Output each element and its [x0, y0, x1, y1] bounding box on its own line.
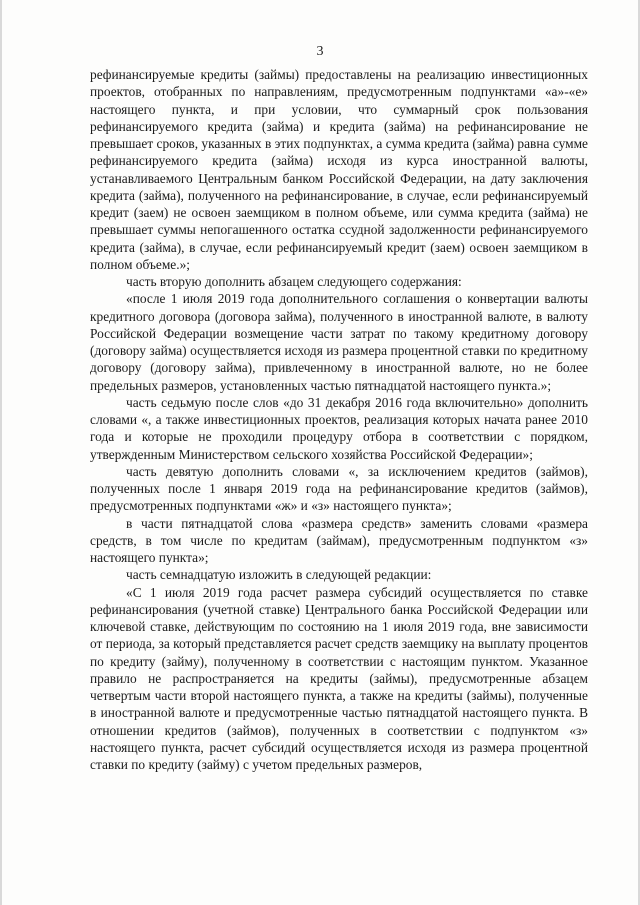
page-number: 3 — [316, 44, 324, 59]
paragraph: часть семнадцатую изложить в следующей редакции: — [126, 567, 432, 583]
paragraph: «С 1 июля 2019 года расчет размера субсидий осуществляется по ставке рефинансирования (учетной ставке) Центрального банка Российской Федерации или ключевой ставке, действующим по состоянию на 1 июля 2019 года, вне зависимости от периода, за который представляется расчет средств заемщику на выплату процентов по кредиту (займу), полученному в соответствии с настоящим пунктом. Указанное правило не распространяется на кредиты (займы), предусмотренные абзацем четвертым части второй настоящего пункта, а также на кредиты (займы), полученные в иностранной валюте и предусмотренные частью пятнадцатой настоящего пункта. В отношении кредитов (займов), полученных в соответствии с подпунктом «з» настоящего пункта, расчет субсидий осуществляется исходя из размера процентной ставки по кредиту (займу) с учетом предельных размеров, — [90, 584, 588, 772]
paragraph: часть седьмую после слов «до 31 декабря 2016 года включительно» дополнить словами «, а также инвестиционных проектов, реализация которых начата ранее 2010 года и которые не проходили процедуру отбора в соответствии с порядком, утвержденным Министерством сельского хозяйства Российской Федерации»; — [90, 394, 588, 462]
paragraph: «после 1 июля 2019 года дополнительного соглашения о конвертации валюты кредитного договора (договора займа), полученного в иностранной валюте, в валюту Российской Федерации возмещение части затрат по такому кредитному договору (договору займа) осуществляется исходя из размера процентной ставки по кредитному договору (договору займа), привлеченному в иностранной валюте, но не более предельных размеров, установленных частью пятнадцатой настоящего пункта.»; — [90, 291, 588, 393]
paragraph: рефинансируемые кредиты (займы) предоставлены на реализацию инвестиционных проектов, отобранных по направлениям, предусмотренным подпунктами «а»-«е» настоящего пункта, и при условии, что суммарный срок пользования рефинансируемого кредита (займа) и кредита (займа) на рефинансирование не превышает сроков, указанных в этих подпунктах, а сумма кредита (займа) равна сумме рефинансируемого кредита (займа) исходя из курса иностранной валюты, устанавливаемого Центральным банком Российской Федерации, на дату заключения кредита (займа), полученного на рефинансирование, в случае, если рефинансируемый кредит (заем) не освоен заемщиком в полном объеме, или сумма кредита (займа) не превышает суммы непогашенного остатка ссудной задолженности рефинансируемого кредита (займа), в случае, если рефинансируемый кредит (заем) освоен заемщиком в полном объеме.»; — [90, 67, 588, 272]
paragraph: в части пятнадцатой слова «размера средств» заменить словами «размера средств, в том числе по кредитам (займам), предусмотренным подпунктом «з» настоящего пункта»; — [90, 515, 588, 565]
scan-edge-left — [0, 0, 2, 905]
document-body — [90, 66, 588, 773]
paragraph: часть вторую дополнить абзацем следующего содержания: — [126, 274, 462, 289]
paragraph: часть девятую дополнить словами «, за исключением кредитов (займов), полученных после 1 января 2019 года на рефинансирование кредитов (займов), предусмотренных подпунктами «ж» и «з» настоящего пункта»; — [90, 463, 588, 514]
